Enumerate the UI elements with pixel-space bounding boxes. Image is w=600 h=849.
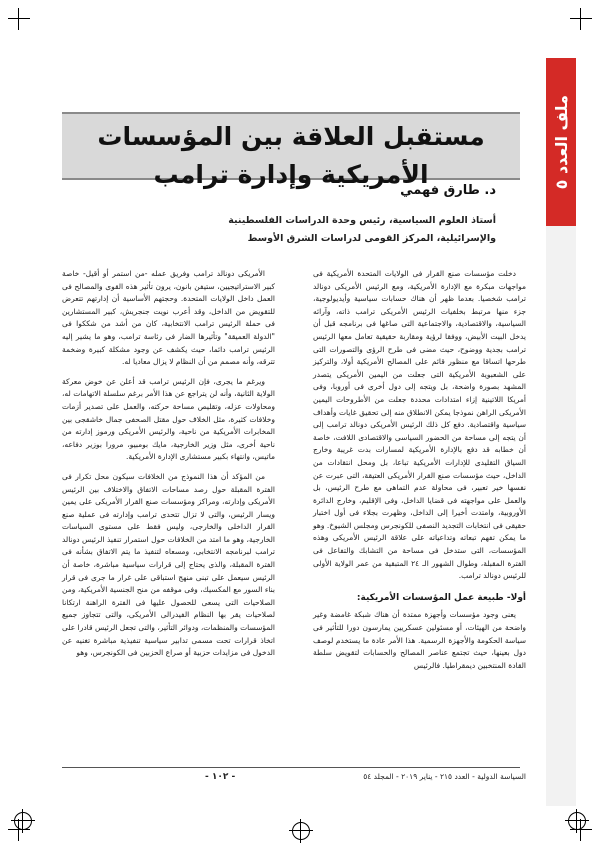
registration-mark-right: [568, 812, 586, 830]
author-name: د. طارق فهمي: [400, 183, 496, 198]
crop-mark-top-left: [8, 8, 30, 30]
affiliation-line-2: والإسرائيلية، المركز القومى لدراسات الشرق الأوسط: [247, 233, 496, 244]
page-number: - ١٠٢ -: [205, 772, 236, 782]
paragraph: من المؤكد أن هذا النموذج من الخلافات سيكون محل تكرار فى الفترة المقبلة حول رصد مساحات الاتفاق والاختلاف بين الرئيس الأمريكى وإدارته، ومراكز ومؤسسات صنع القرار الأمريكى على يمين ويسار الرئيس، والتى لا تزال تتحدى ترامب وإدارته فى عملية صنع القرار الداخلى والخارجى، وليس فقط على مستوى السياسات الخارجية، وهو ما امتد من الخلافات حول استمرار تنفيذ الرئيس دونالد ترامب لبرنامجه الانتخابى، ومسعاه لتنفيذ ما يتم الاتفاق بشأنه فى الفترة المقبلة، والذى يحتاج إلى قرارات سياسية مباشرة، خاصة أن الرئيس سيعمل على تبنى منهج استباقى على غرار ما جرى فى قرار بناء السور مع المكسيك، وفى موقفه من منح الجنسية الأمريكية، ومن الصلاحيات التى يسعى للحصول عليها فى الفترة الراهنة ارتكانا لصلاحيات يقر بها النظام الفيدرالى الأمريكى، والتى تتجاوز جميع المؤسسات والمنظمات، ودوائر التأثير، والتى تجعل الرئيس قادرا على اتخاذ قرارات تحت مسمى تدابير سياسية تنفيذية مباشرة تغنيه عن الدخول فى مزايدات حزبية أو صراع الحزبين فى الكونجرس، وهو: [62, 471, 275, 658]
paragraph: يعنى وجود مؤسسات وأجهزة ممتدة أن هناك شبكة غامضة وغير واضحة من الهيئات، أو مسئولين عسكريين يمارسون دورا للتأثير فى سياسة الحكومة والأجهزة الرسمية. هذا الأمر عادة ما يستخدم لوصف دول بعينها، حيث تجتمع عناصر المصالح والحسابات لتقويض سلطة القادة المنتخبين ديمقراطيا. فالرئيس: [313, 610, 526, 670]
paragraph: ويرغم ما يجرى، فإن الرئيس ترامب قد أعلن عن خوض معركة الولاية الثانية، وأنه لن يتراجع عن هذا الأمر برغم سلسلة الاتهامات له، ومحاولات عزله، وتقليص مساحة حركته، والعمل على تصدير أزمات وخلافات كثيرة، مثل الخلاف حول مقتل الصحفى جمال خاشقجى بين المخابرات الأمريكية من ناحية، والرئيس الأمريكى ورموز إدارته من ناحية أخرى، مثل وزير الخارجية، مايك بومبيو، مرورا بوزير دفاعه، ماتيس، وانتهاء بكبير مستشارى الإدارة الأمريكية.: [62, 376, 275, 462]
side-strip: [546, 226, 576, 806]
article-title: مستقبل العلاقة بين المؤسسات الأمريكية وإدارة ترامب: [97, 122, 485, 189]
section-heading: أولا- طبيعة عمل المؤسسات الأمريكية:: [356, 592, 526, 603]
section-tab: [546, 58, 576, 226]
affiliation-line-1: أستاذ العلوم السياسية، رئيس وحدة الدراسات الفلسطينية: [228, 215, 496, 226]
author-affiliation: [176, 212, 496, 248]
section-tab-label: ملف العدد ٥: [551, 94, 571, 190]
text-column-right: [313, 268, 526, 679]
footer-rule: [62, 767, 520, 768]
registration-mark-left: [14, 812, 32, 830]
paragraph: دخلت مؤسسات صنع القرار فى الولايات المتحدة الأمريكية فى مواجهات مبكرة مع الإدارة الأمريكية، ومع الرئيس الأمريكى دونالد ترامب شخصيا. بعدما ظهر أن هناك حسابات سياسية وأيديولوجية، جزء منها مرتبط بخلفيات الرئيس الأمريكى ترامب ذاته، وآرائه السياسية، والاقتصادية، والاجتماعية التى صاغها فى برنامجه قبل أن يدخل البيت الأبيض، ووفقا لرؤية ومقاربة حقيقية تعامل معها الرئيس ترامب بجدية ووضوح، حيث مضى فى طرح الرؤى والتصورات التى طرحها اتساقا مع منظور قائم على المصالح الأمريكية أولا، والتركيز على الشعبوية الأمريكية التى جعلت من اليمين الأمريكى يتصدر المشهد بصورة واضحة، بل ويتجه إلى دول أخرى فى أوروبا، وفى أمريكا اللاتينية إزاء امتدادات محددة جعلت من الأطروحات اليمين الأمريكى الراهن نموذجا يمكن الانطلاق منه إلى تحقيق غايات وأهداف سياسية واقتصادية. دفع كل ذلك الرئيس الأمريكى دونالد ترامب إلى أن يتجه إلى مساحة من الحضور السياسى والاقتصادى اللافت، خاصة أن خطابه قد دفع بالإدارة الأمريكية لمسارات بدت غريبة وخارج السياق التقليدى للإدارات الأمريكية تباعا، بل ومحل انتقادات من الداخل، حيث مؤسسات صنع القرار الأمريكى العتيقة، التى عبرت عن نفسها خير تعبير، فى محاولة عدم التماهى مع طرح الرئيس، بل والعمل على مواجهته فى قضايا الداخل، وفى الإقليم، وخارج الدائرة الأوروبية، وامتدت أخيرا إلى الداخل، وظهرت بجلاء فى أول اختبار حقيقى فى انتخابات التجديد النصفى للكونجرس ومجلس الشيوخ. وهو ما يمكن تفهم تبعاته وتداعياته على علاقة الرئيس الأمريكى وهذه المؤسسات، التى ستدخل فى مساحة من التشابك والتفاعل فى الفترة المقبلة، وطوال الشهور الـ ٢٤ المتبقية من عمر الولاية الأولى للرئيس دونالد ترامب.: [313, 269, 526, 581]
text-column-left: [62, 268, 275, 667]
crop-mark-top-right: [570, 8, 592, 30]
journal-info: السياسة الدولية - العدد ٢١٥ - يناير ٢٠١٩ - المجلد ٥٤: [363, 772, 526, 781]
paragraph: الأمريكى دونالد ترامب وفريق عمله -من استمر أو أقيل- خاصة كبير الاستراتيجيين، ستيفن بانون، يرون تأثير هذه القوى والمصالح فى العمل داخل الولايات المتحدة. وحجتهم الأساسية أن إدارتهم تتعرض للتقويض من الداخل، وقد أعرب نويت جنجريش، كبير المستشارين فى حملة الرئيس ترامب الانتخابية، كان من أشد من شككوا فى "الدولة العميقة" وتأثيرها الضار فى رئاسة ترامب، وهو ما يشير إليه الرئيس ترامب دائما، حيث يكشف عن وجود مشكلة كبيرة وضخمة تترقه، وأنه مصمم من أن النظام لا يزال معاديا له.: [62, 269, 275, 367]
registration-mark-center: [292, 822, 310, 840]
